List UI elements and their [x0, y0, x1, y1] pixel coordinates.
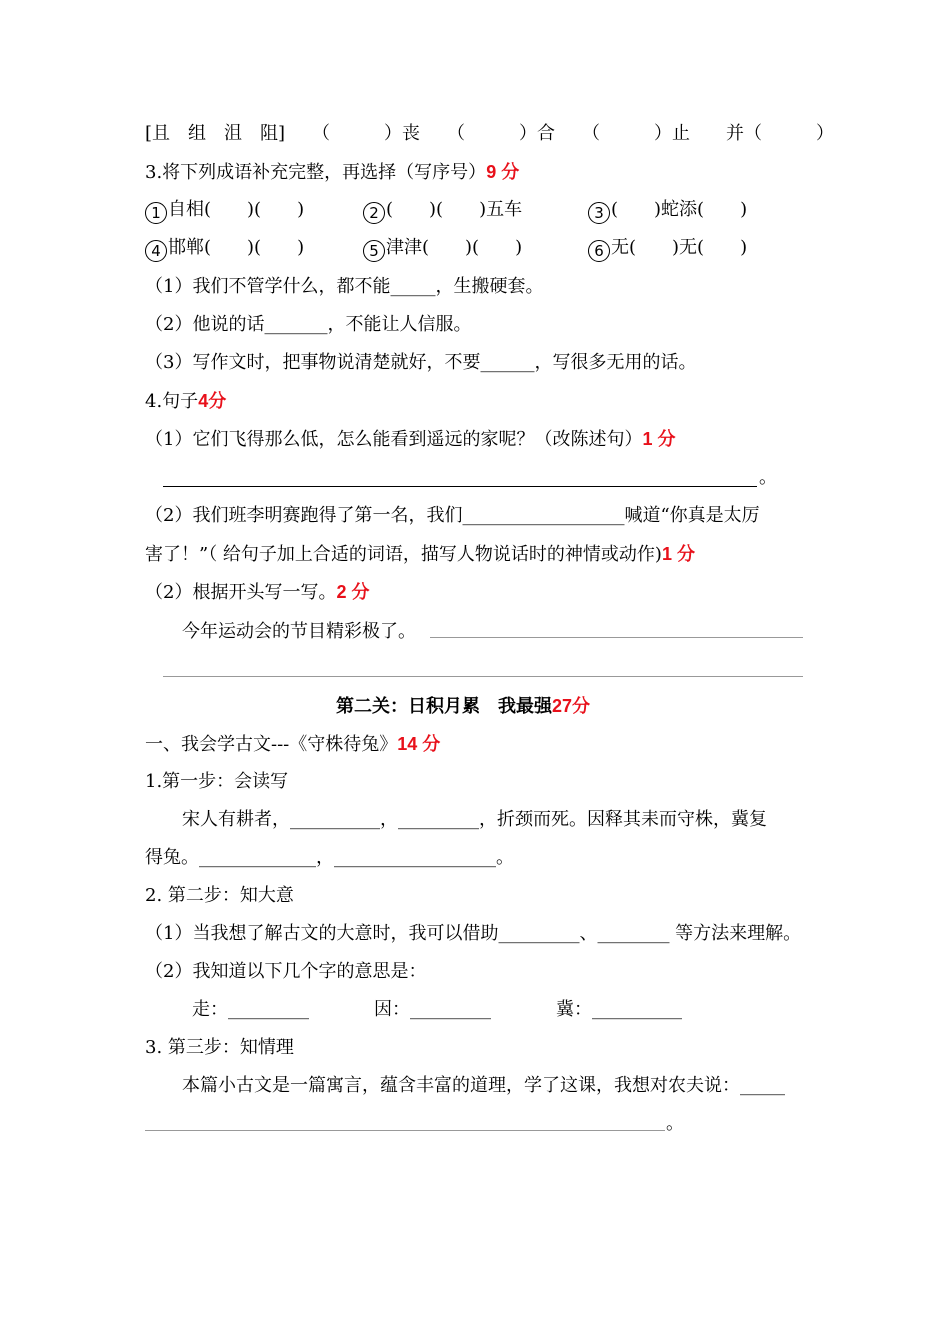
circle-number-2: 2 — [363, 202, 385, 224]
idiom-4 — [145, 236, 304, 262]
section-2-score: 27分 — [552, 696, 591, 716]
idiom-4-text: 邯郸( )( ) — [168, 237, 305, 258]
s2-step2: 2. 第二步：知大意 — [145, 885, 294, 906]
q4-3-answer-line-1[interactable] — [430, 637, 803, 638]
q3-item-3: （3）写作文时，把事物说清楚就好，不要______，写很多无用的话。 — [145, 352, 697, 373]
word-ji: 冀：__________ — [556, 999, 682, 1020]
s2-step3-answer-line[interactable] — [145, 1130, 665, 1131]
q4-3-text: （2）根据开头写一写。 — [145, 582, 337, 603]
q4-2-text: 害了！”（ 给句子加上合适的词语，描写人物说话时的神情或动作) — [145, 544, 662, 565]
section-2-title-text: 第二关：日积月累 我最强 — [336, 696, 552, 717]
q4-1-score: 1 分 — [642, 429, 676, 449]
word-yin: 因：_________ — [374, 999, 491, 1020]
q4-3 — [145, 580, 369, 604]
q3-title-text: 3.将下列成语补充完整，再选择（写序号） — [145, 162, 487, 183]
section-2-title — [336, 694, 590, 718]
s2-step3-text: 本篇小古文是一篇寓言，蕴含丰富的道理，学了这课，我想对农夫说：_____ — [182, 1075, 785, 1096]
circle-number-4: 4 — [145, 240, 167, 262]
circle-number-6: 6 — [588, 240, 610, 262]
circle-number-1: 1 — [145, 202, 167, 224]
q4-2-score: 1 分 — [661, 544, 695, 564]
idiom-3-text: ( )蛇添( ) — [611, 199, 748, 220]
s2-step3: 3. 第三步：知情理 — [145, 1037, 294, 1058]
circle-number-3: 3 — [588, 202, 610, 224]
q4-3-start: 今年运动会的节目精彩极了。 — [182, 621, 416, 642]
chars-line: [且 组 沮 阻] （ ）丧 （ ）合 （ ）止 并（ ） — [145, 123, 835, 144]
s2-step1-text-a: 宋人有耕者，__________，_________，折颈而死。因释其耒而守株，冀复 — [182, 809, 767, 830]
q4-1-answer-line[interactable] — [163, 486, 757, 487]
q4-2-line-b — [145, 542, 695, 566]
q4-title-text: 4.句子 — [145, 391, 199, 412]
idiom-3 — [588, 198, 747, 224]
word-zou: 走：_________ — [192, 999, 309, 1020]
idiom-1-text: 自相( )( ) — [168, 199, 305, 220]
idiom-2 — [363, 198, 522, 224]
s2-step1-text-b: 得兔。_____________，__________________。 — [145, 847, 514, 868]
q3-item-1: （1）我们不管学什么，都不能_____，生搬硬套。 — [145, 276, 544, 297]
s2-step2-2: （2）我知道以下几个字的意思是： — [145, 961, 427, 982]
q4-title — [145, 389, 226, 413]
q4-1 — [145, 427, 675, 451]
s2-step1: 1.第一步：会读写 — [145, 771, 289, 792]
s2-1-score: 14 分 — [397, 734, 441, 754]
idiom-2-text: ( )( )五车 — [386, 199, 523, 220]
s2-1-title — [145, 732, 440, 756]
q3-title — [145, 160, 519, 184]
q4-3-score: 2 分 — [336, 582, 370, 602]
idiom-5-text: 津津( )( ) — [386, 237, 523, 258]
idiom-6-text: 无( )无( ) — [611, 237, 748, 258]
circle-number-5: 5 — [363, 240, 385, 262]
q4-1-end-mark: 。 — [759, 467, 777, 488]
q4-3-answer-line-2[interactable] — [163, 676, 803, 677]
s2-1-title-text: 一、我会学古文---《守株待兔》 — [145, 734, 398, 755]
q3-item-2: （2）他说的话_______，不能让人信服。 — [145, 314, 472, 335]
q4-1-text: （1）它们飞得那么低，怎么能看到遥远的家呢？（改陈述句） — [145, 429, 643, 450]
s2-step2-1: （1）当我想了解古文的大意时，我可以借助_________、________ 等方法来理解。 — [145, 923, 802, 944]
q4-2-line-a: （2）我们班李明赛跑得了第一名，我们__________________喊道“你真是太厉 — [145, 505, 760, 526]
idiom-5 — [363, 236, 522, 262]
q3-score: 9 分 — [486, 162, 520, 182]
s2-step3-end-mark: 。 — [666, 1113, 684, 1134]
idiom-6 — [588, 236, 747, 262]
idiom-1 — [145, 198, 304, 224]
q4-score: 4分 — [198, 391, 227, 411]
